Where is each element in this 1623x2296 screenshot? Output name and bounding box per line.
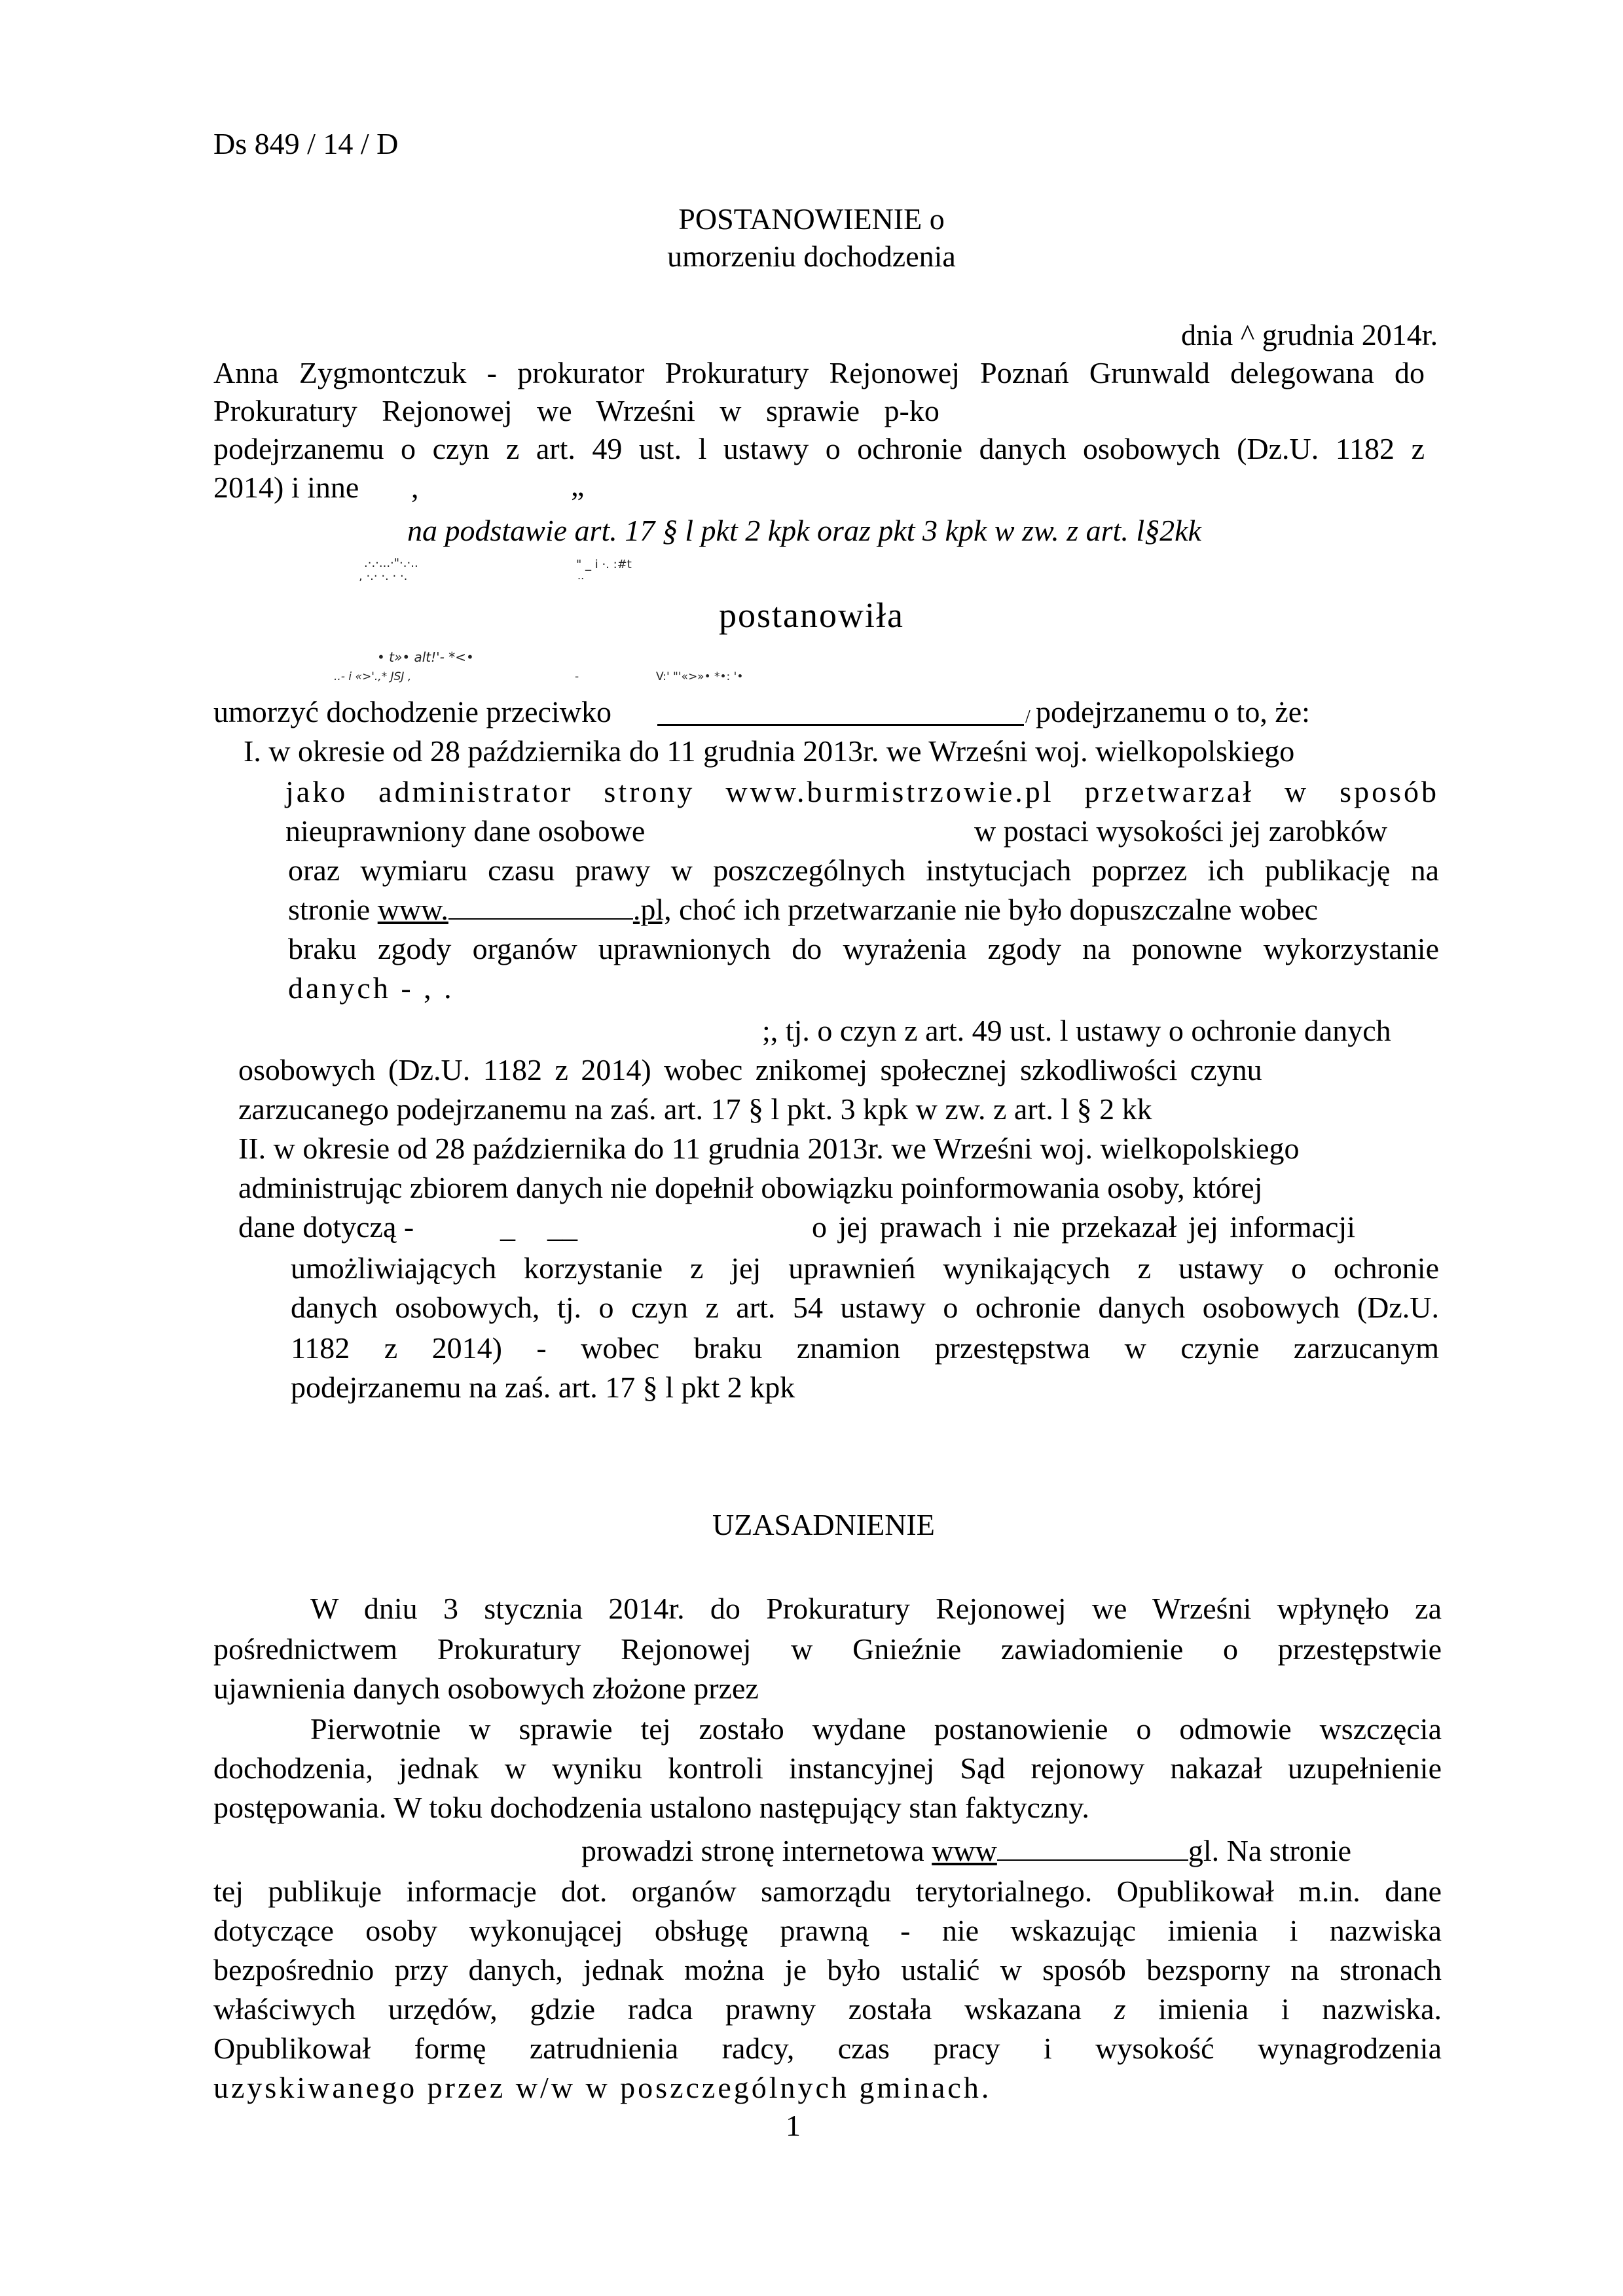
intro-line-3: podejrzanemu o czyn z art. 49 ust. l ustawy o ochronie danych osobowych (Dz.U. 1182 z bbox=[213, 432, 1425, 465]
point-1-line-7: danych - , . bbox=[288, 971, 454, 1005]
decision-lead: umorzyć dochodzenie przeciwko bbox=[213, 695, 611, 728]
redacted-url-blank bbox=[448, 893, 633, 920]
justification-p3-line-7: uzyskiwanego przez w/w w poszczególnych gminach. bbox=[213, 2071, 992, 2104]
justification-p3-line-5: właściwych urzędów, gdzie radca prawny została wskazana z imienia i nazwiska. bbox=[213, 1992, 1442, 2026]
justification-p2-line-1: Pierwotnie w sprawie tej zostało wydane postanowienie o odmowie wszczęcia bbox=[310, 1712, 1442, 1746]
justification-p3-line-6: Opublikował formę zatrudnienia radcy, czas pracy i wysokość wynagrodzenia bbox=[213, 2032, 1442, 2065]
intro-line-1: Anna Zygmontczuk - prokurator Prokuratury Rejonowej Poznań Grunwald delegowana do bbox=[213, 356, 1425, 389]
point-1-line-6: braku zgody organów uprawnionych do wyrażenia zgody na ponowne wykorzystanie bbox=[288, 932, 1439, 965]
justification-p2-line-2: dochodzenia, jednak w wyniku kontroli instancyjnej Sąd rejonowy nakazał uzupełnienie bbox=[213, 1751, 1442, 1785]
justification-p2-line-3: postępowania. W toku dochodzenia ustalono następujący stan faktyczny. bbox=[213, 1791, 1089, 1824]
redacted-website-blank bbox=[997, 1835, 1188, 1861]
point-2-line-7: podejrzanemu na zaś. art. 17 § l pkt 2 kpk bbox=[291, 1371, 795, 1404]
point-1-line-4: oraz wymiaru czasu prawy w poszczególnych instytucjach poprzez ich publikację na bbox=[288, 853, 1439, 887]
redacted-underline-2: __ bbox=[547, 1210, 577, 1244]
justification-p3-line-2: tej publikuje informacje dot. organów samorządu terytorialnego. Opublikował m.in. dane bbox=[213, 1874, 1442, 1908]
decision-heading: postanowiła bbox=[719, 596, 904, 635]
decision-lead-end: podejrzanemu o to, że: bbox=[1036, 695, 1310, 728]
redacted-name-blank bbox=[657, 698, 1024, 726]
point-1-line-5: stronie www. .pl, choć ich przetwarzanie nie było dopuszczalne wobec bbox=[288, 893, 1318, 926]
point-1-line-2: jako administrator strony www.burmistrzowie.pl przetwarzał w sposób bbox=[285, 775, 1439, 808]
ocr-noise: V:' "'«>»• *•: '• bbox=[656, 670, 744, 683]
redacted-underline-1: _ bbox=[500, 1210, 515, 1244]
justification-p1-line-1: W dniu 3 stycznia 2014r. do Prokuratury Rejonowej we Wrześni wpłynęło za bbox=[310, 1592, 1442, 1625]
redacted-website-prefix: www bbox=[932, 1834, 997, 1867]
point-2-line-4: umożliwiających korzystanie z jej uprawnień wynikających z ustawy o ochronie bbox=[291, 1251, 1439, 1285]
ocr-noise: , ·.· ·. · ·. bbox=[359, 569, 408, 583]
page-number: 1 bbox=[786, 2109, 801, 2142]
justification-p1-line-3: ujawnienia danych osobowych złożone przez bbox=[213, 1672, 759, 1705]
redacted-url-prefix: www. bbox=[377, 893, 448, 926]
lead-slash: / bbox=[1025, 707, 1030, 727]
point-1-line-1: I. w okresie od 28 października do 11 grudnia 2013r. we Wrześni woj. wielkopolskiego bbox=[244, 734, 1295, 768]
point-1-line-3: nieuprawniony dane osobowe bbox=[285, 814, 646, 848]
ocr-noise: " _ i ·. :#t bbox=[576, 558, 632, 571]
point-1-line-3b: w postaci wysokości jej zarobków bbox=[974, 814, 1388, 848]
point-2-line-5: danych osobowych, tj. o czyn z art. 54 ustawy o ochronie danych osobowych (Dz.U. bbox=[291, 1291, 1439, 1324]
point-1-line-9: osobowych (Dz.U. 1182 z 2014) wobec znikomej społecznej szkodliwości czynu bbox=[238, 1053, 1262, 1086]
justification-p3-line-3: dotyczące osoby wykonującej obsługę prawną - nie wskazując imienia i nazwiska bbox=[213, 1914, 1442, 1947]
justification-p3-line-4: bezpośrednio przy danych, jednak można je było ustalić w sposób bezsporny na stronach bbox=[213, 1953, 1442, 1986]
point-2-line-2: administrując zbiorem danych nie dopełnił obowiązku poinformowania osoby, której bbox=[238, 1171, 1263, 1204]
intro-line-4: 2014) i inne bbox=[213, 471, 359, 504]
title-line-2: umorzeniu dochodzenia bbox=[667, 240, 956, 273]
legal-basis: na podstawie art. 17 § l pkt 2 kpk oraz pkt 3 kpk w zw. z art. l§2kk bbox=[407, 514, 1201, 547]
point-2-line-6: 1182 z 2014) - wobec braku znamion przestępstwa w czynie zarzucanym bbox=[291, 1331, 1439, 1365]
justification-heading: UZASADNIENIE bbox=[712, 1508, 935, 1541]
point-1-line-8: ;, tj. o czyn z art. 49 ust. l ustawy o ochronie danych bbox=[762, 1014, 1391, 1047]
ocr-noise: • t»• alt!'- *<• bbox=[377, 649, 474, 665]
justification-p3-line-1: prowadzi stronę internetowa www gl. Na stronie bbox=[581, 1834, 1351, 1867]
case-number: Ds 849 / 14 / D bbox=[213, 127, 399, 160]
ocr-noise: .. bbox=[577, 569, 585, 582]
point-1-line-10: zarzucanego podejrzanemu na zaś. art. 17 § l pkt. 3 kpk w zw. z art. l § 2 kk bbox=[238, 1092, 1152, 1126]
justification-p1-line-2: pośrednictwem Prokuratury Rejonowej w Gnieźnie zawiadomienie o przestępstwie bbox=[213, 1632, 1442, 1666]
intro-line-2: Prokuratury Rejonowej we Wrześni w sprawie p-ko bbox=[213, 394, 939, 427]
document-date: dnia ^ grudnia 2014r. bbox=[1181, 318, 1438, 351]
redacted-url-suffix: .pl, bbox=[632, 893, 672, 926]
intro-quote: „ bbox=[571, 469, 585, 502]
point-2-line-3: dane dotyczą - bbox=[238, 1210, 414, 1244]
point-2-line-3b: o jej prawach i nie przekazał jej informacji bbox=[812, 1210, 1355, 1244]
ocr-noise: .·.·...·"·.·.. bbox=[364, 556, 418, 570]
intro-comma: , bbox=[411, 471, 419, 504]
title-line-1: POSTANOWIENIE o bbox=[678, 202, 945, 236]
ocr-noise: - bbox=[575, 670, 579, 683]
ocr-noise: ..- i «>'.,* JSJ , bbox=[334, 670, 412, 683]
point-2-line-1: II. w okresie od 28 października do 11 grudnia 2013r. we Wrześni woj. wielkopolskiego bbox=[238, 1132, 1300, 1165]
